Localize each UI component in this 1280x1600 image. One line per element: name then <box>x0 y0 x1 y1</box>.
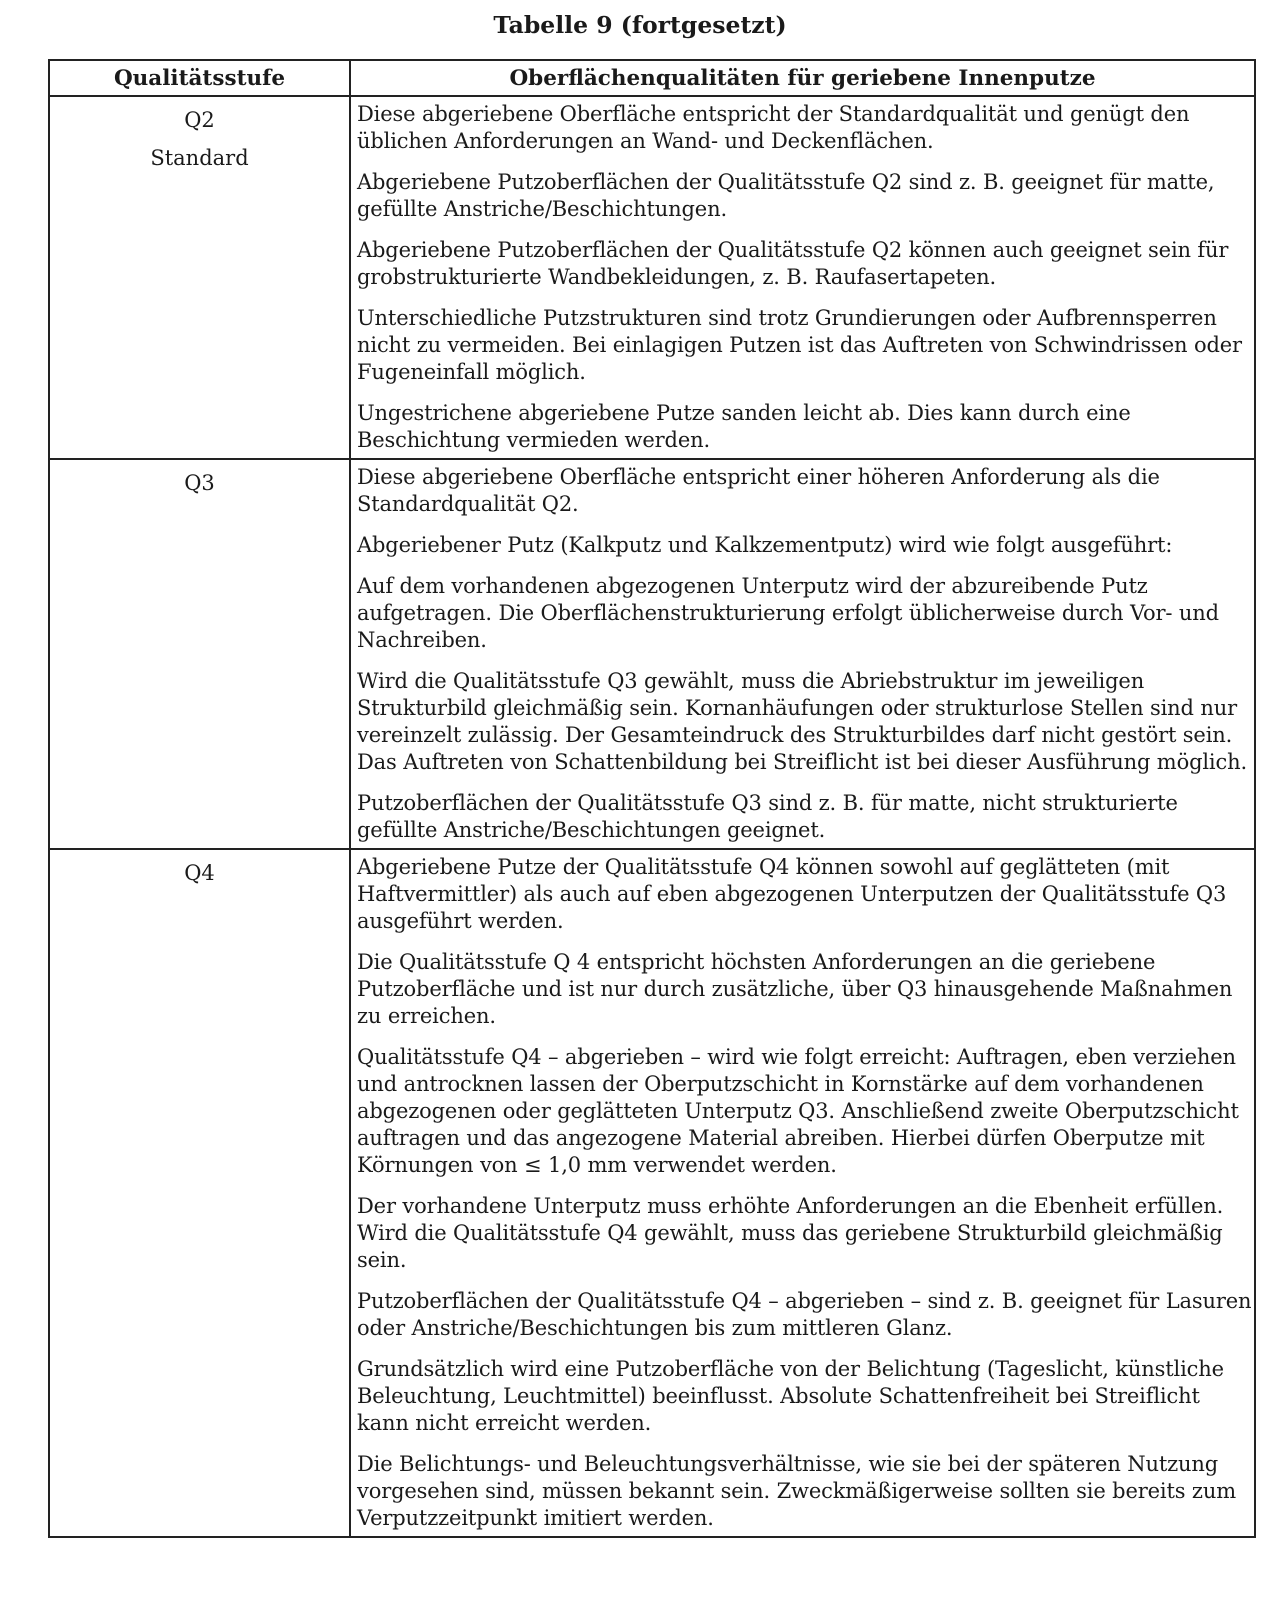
description-paragraph: Ungestrichene abgeriebene Putze sanden leicht ab. Dies kann durch eine Beschichtung vermieden werden. <box>357 401 1131 452</box>
description-paragraph: Grundsätzlich wird eine Putzoberfläche von der Belichtung (Tageslicht, künstliche Beleuchtung, Leuchtmittel) beeinflusst. Absolute Schattenfreiheit bei Streiflicht kann nicht erreicht werden. <box>357 1357 1224 1435</box>
description-paragraph: Auf dem vorhandenen abgezogenen Unterputz wird der abzureibende Putz aufgetragen. Die Oberflächenstrukturierung erfolgt üblicherweise durch Vor- und Nachreiben. <box>357 574 1219 652</box>
description-cell <box>350 459 1255 849</box>
description-paragraph: Abgeriebener Putz (Kalkputz und Kalkzementputz) wird wie folgt ausgeführt: <box>357 533 1173 557</box>
description-paragraph: Die Belichtungs- und Beleuchtungsverhältnisse, wie sie bei der späteren Nutzung vorgesehen sind, müssen bekannt sein. Zweckmäßigerweise sollten sie bereits zum Verputzzeitpunkt imitiert werden. <box>357 1452 1236 1530</box>
table-row-q4 <box>49 849 1255 1537</box>
table-row-q2 <box>49 96 1255 459</box>
quality-level-subtitle: Standard <box>150 146 249 170</box>
quality-level-code: Q4 <box>184 861 215 885</box>
description-cell <box>350 849 1255 1537</box>
description-paragraph: Wird die Qualitätsstufe Q3 gewählt, muss die Abriebstruktur im jeweiligen Strukturbild gleichmäßig sein. Kornanhäufungen oder strukturlose Stellen sind nur vereinzelt zulässig. Der Gesamteindruck des Strukturbildes darf nicht gestört sein. Das Auftreten von Schattenbildung bei Streiflicht ist bei dieser Ausführung möglich. <box>357 669 1248 774</box>
quality-table <box>48 59 1256 1538</box>
quality-level-code: Q2 <box>184 108 215 132</box>
quality-level-cell <box>49 849 350 1537</box>
quality-level-cell <box>49 96 350 459</box>
quality-level-cell <box>49 459 350 849</box>
description-paragraph: Diese abgeriebene Oberfläche entspricht der Standardqualität und genügt den üblichen Anforderungen an Wand- und Deckenflächen. <box>357 102 1190 153</box>
description-paragraph: Qualitätsstufe Q4 – abgerieben – wird wie folgt erreicht: Auftragen, eben verziehen und antrocknen lassen der Oberputzschicht in Kornstärke auf dem vorhandenen abgezogenen oder geglätteten Unterputz Q3. Anschließend zweite Oberputzschicht auftragen und das angezogene Material abreiben. Hierbei dürfen Oberputze mit Körnungen von ≤ 1,0 mm verwendet werden. <box>357 1045 1239 1177</box>
table-row-q3 <box>49 459 1255 849</box>
column-header-surface-quality: Oberflächenqualitäten für geriebene Innenputze <box>350 60 1255 96</box>
description-paragraph: Putzoberflächen der Qualitätsstufe Q4 – abgerieben – sind z. B. geeignet für Lasuren oder Anstriche/Beschichtungen bis zum mittleren Glanz. <box>357 1289 1252 1340</box>
description-paragraph: Der vorhandene Unterputz muss erhöhte Anforderungen an die Ebenheit erfüllen. Wird die Qualitätsstufe Q4 gewählt, muss das geriebene Strukturbild gleichmäßig sein. <box>357 1194 1224 1272</box>
description-paragraph: Abgeriebene Putzoberflächen der Qualitätsstufe Q2 sind z. B. geeignet für matte, gefüllte Anstriche/Beschichtungen. <box>357 170 1215 221</box>
description-paragraph: Unterschiedliche Putzstrukturen sind trotz Grundierungen oder Aufbrennsperren nicht zu vermeiden. Bei einlagigen Putzen ist das Auftreten von Schwindrissen oder Fugeneinfall möglich. <box>357 306 1242 384</box>
description-paragraph: Die Qualitätsstufe Q 4 entspricht höchsten Anforderungen an die geriebene Putzoberfläche und ist nur durch zusätzliche, über Q3 hinausgehende Maßnahmen zu erreichen. <box>357 950 1233 1028</box>
description-paragraph: Diese abgeriebene Oberfläche entspricht einer höheren Anforderung als die Standardqualität Q2. <box>357 465 1160 516</box>
description-cell <box>350 96 1255 459</box>
column-header-quality-level: Qualitätsstufe <box>49 60 350 96</box>
quality-level-code: Q3 <box>184 471 215 495</box>
table-title: Tabelle 9 (fortgesetzt) <box>493 11 787 39</box>
description-paragraph: Abgeriebene Putzoberflächen der Qualitätsstufe Q2 können auch geeignet sein für grobstrukturierte Wandbekleidungen, z. B. Raufasertapeten. <box>357 238 1229 289</box>
table-header-row <box>49 60 1255 96</box>
description-paragraph: Abgeriebene Putze der Qualitätsstufe Q4 können sowohl auf geglätteten (mit Haftvermittler) als auch auf eben abgezogenen Unterputzen der Qualitätsstufe Q3 ausgeführt werden. <box>357 855 1227 933</box>
description-paragraph: Putzoberflächen der Qualitätsstufe Q3 sind z. B. für matte, nicht strukturierte gefüllte Anstriche/Beschichtungen geeignet. <box>357 791 1178 842</box>
